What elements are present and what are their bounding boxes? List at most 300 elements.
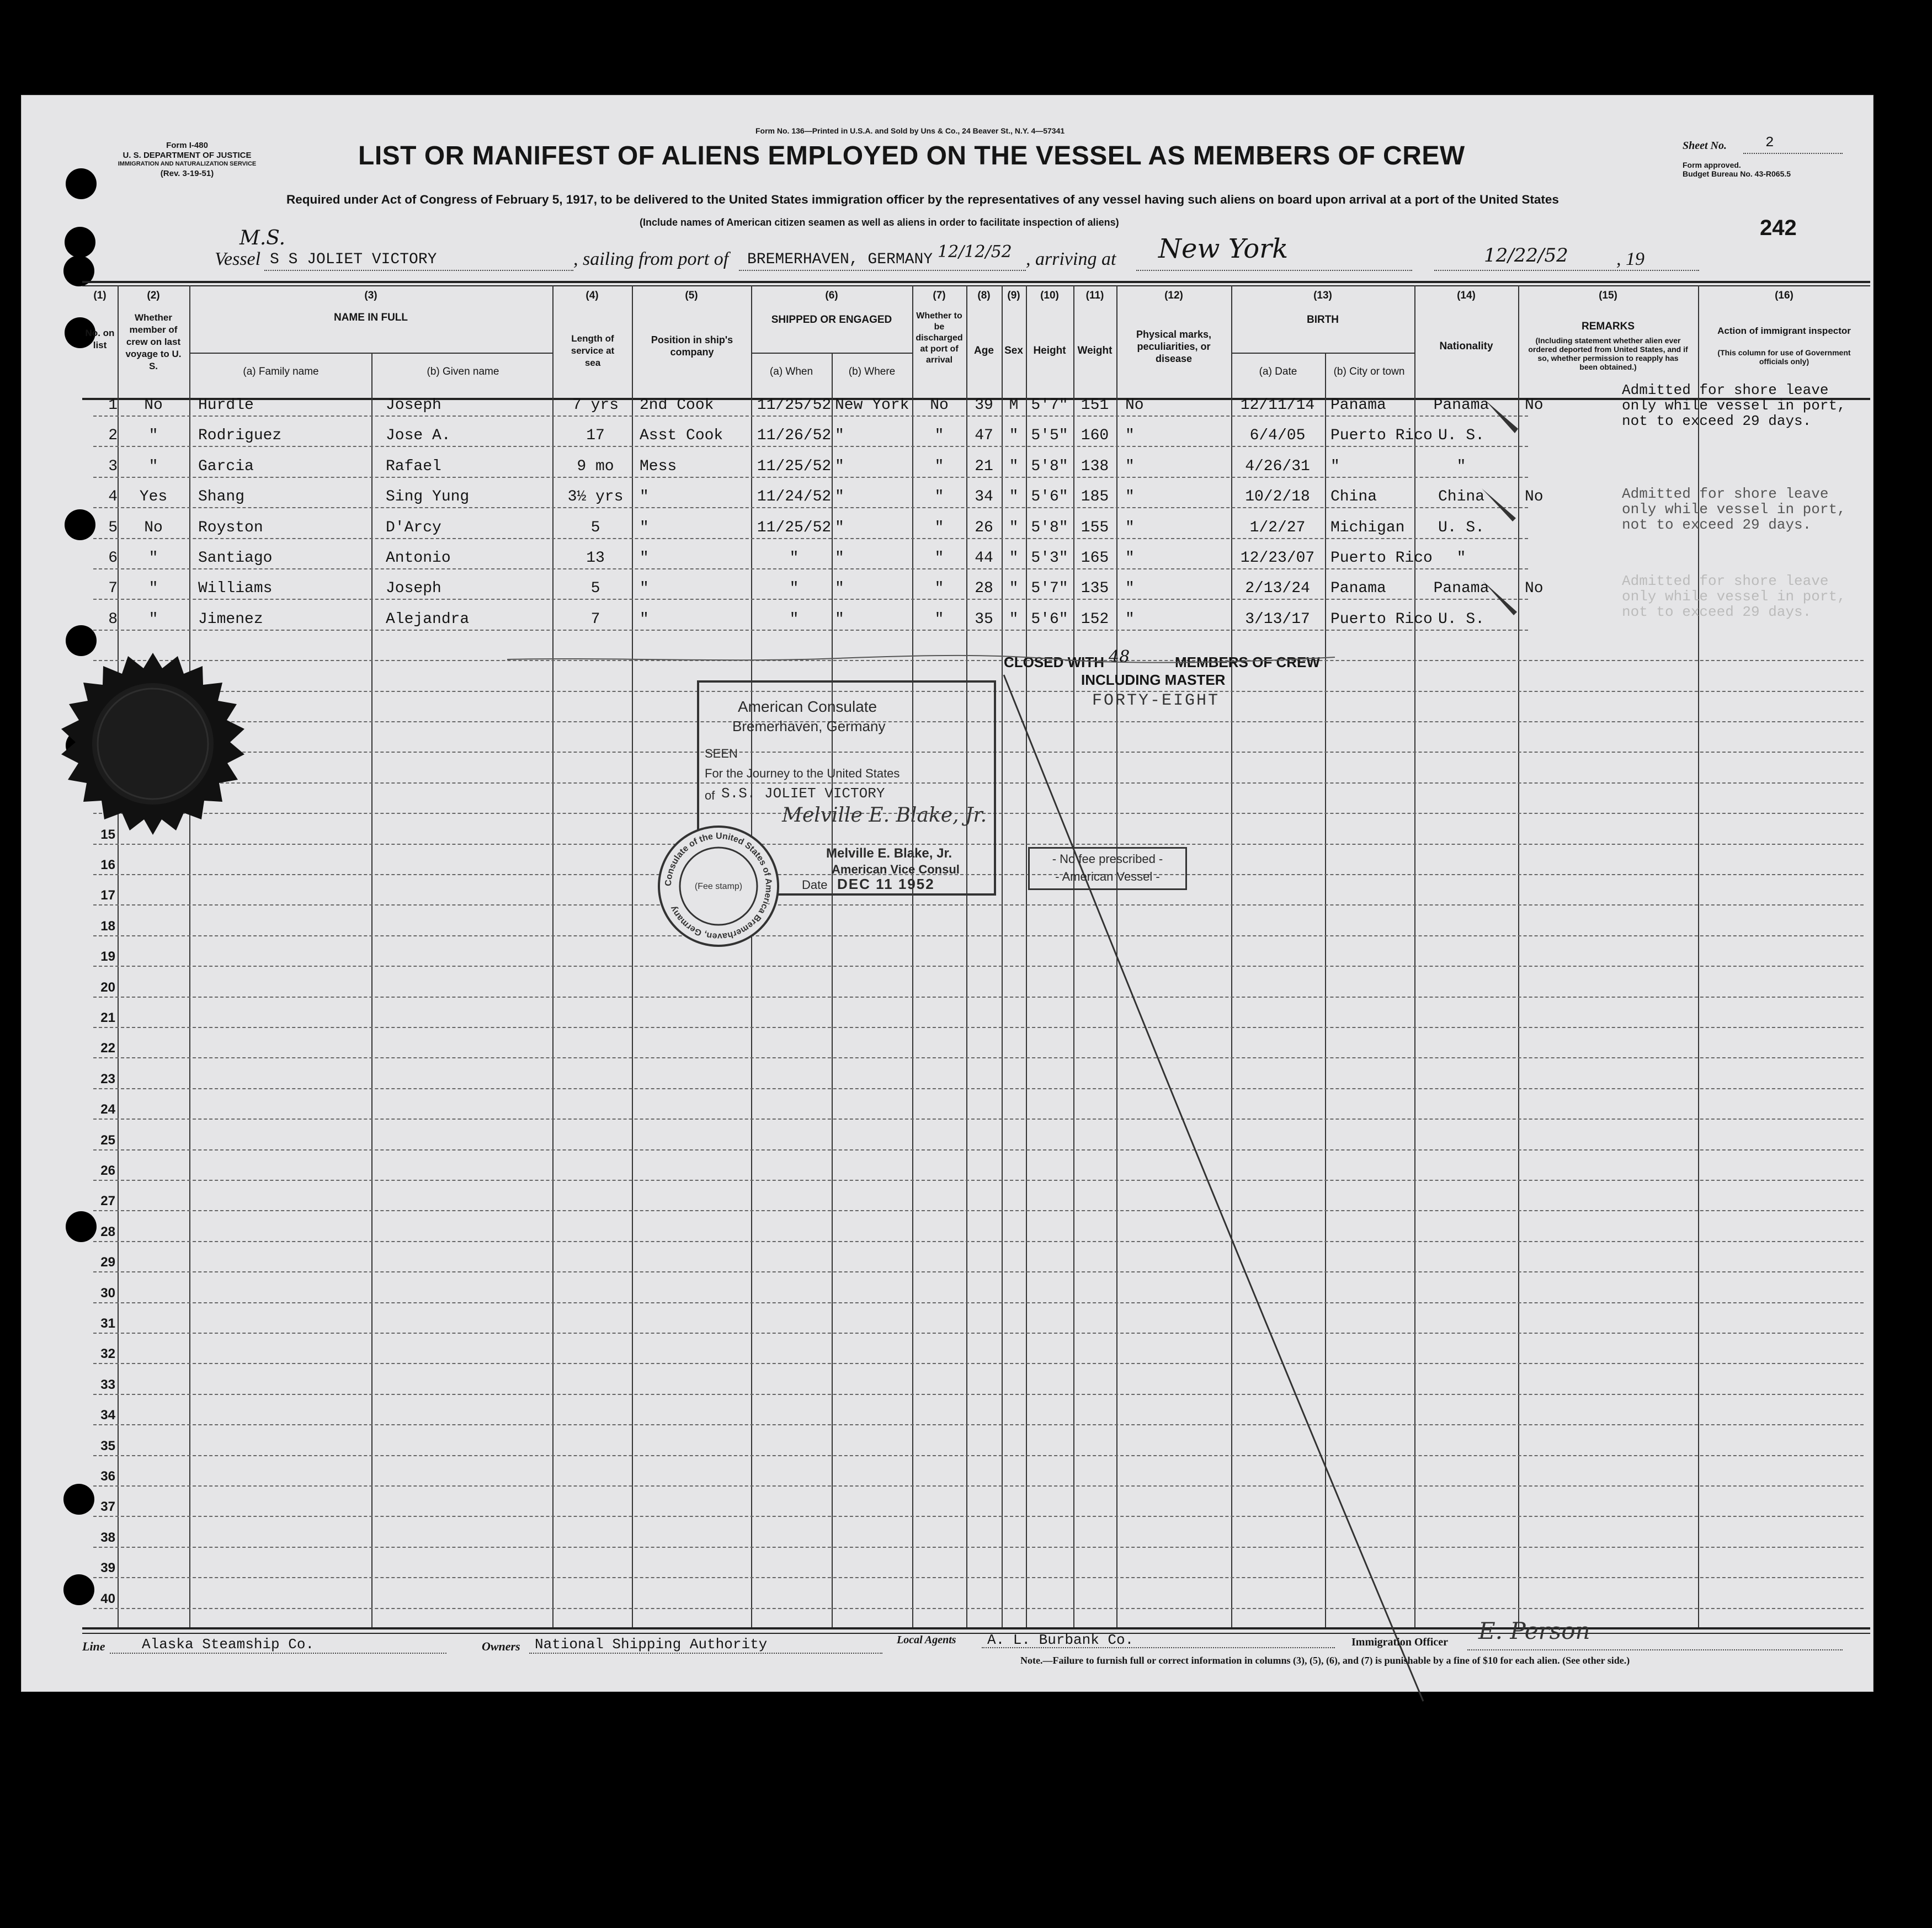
cell-bdate: 10/2/18 [1245,488,1310,506]
form-title: LIST OR MANIFEST OF ALIENS EMPLOYED ON THE VESSEL AS MEMBERS OF CREW [358,141,1465,171]
cell-service: 9 mo [577,457,614,475]
row-rule [93,1333,1864,1334]
row-number: 19 [100,949,115,965]
row-number: 20 [100,979,115,995]
cell-where: " [835,427,844,445]
cell-age: 26 [975,519,993,536]
cell-family: Royston [198,519,263,536]
row-number: 27 [100,1194,115,1209]
row-rule [93,935,1864,936]
cell-service: 3½ yrs [567,488,624,506]
sailing-label: , sailing from port of [573,249,729,269]
cell-nationality: Panama [1433,580,1489,598]
cell-weight: 135 [1081,580,1109,598]
sheet-number: 2 [1765,134,1774,151]
cell-sex: " [1009,610,1019,628]
cell-where: " [835,580,844,598]
col-10-num: (10) [1040,290,1059,301]
row-number: 38 [100,1530,115,1545]
inspector-note-3: Admitted for shore leave only while vessel in port, not to exceed 29 days. [1622,573,1846,620]
row-rule [93,1210,1864,1211]
col-4-num: (4) [586,290,599,301]
row-number: 30 [100,1285,115,1301]
row-rule [93,1271,1864,1272]
cell-family: Shang [198,488,245,506]
closing-line-1a: CLOSED WITH [1004,654,1104,670]
cell-marks: No [1125,397,1144,414]
vessel-prefix: M.S. [239,227,286,249]
budget-bureau: Budget Bureau No. 43-R065.5 [1683,169,1791,178]
cell-where: New York [835,397,909,414]
col-6b-label: (b) Where [848,366,896,377]
sailing-date: 12/12/52 [938,242,1012,262]
row-number: 22 [100,1041,115,1056]
cell-marks: " [1125,427,1135,445]
inspector-note-2: Admitted for shore leave only while vessel in port, not to exceed 29 days. [1622,486,1846,533]
form-subtitle: Required under Act of Congress of February 5, 1917, to be delivered to the United States immigration officer by the representatives of any vessel having such aliens on board upon arrival at a port of the United States [286,193,1559,206]
row-rule [93,568,1528,569]
col-16-num: (16) [1775,290,1793,301]
punch-hole [66,625,97,656]
department: U. S. DEPARTMENT OF JUSTICE [123,151,252,160]
row-number: 23 [100,1071,115,1087]
cell-nationality: " [1456,550,1466,567]
row-rule [93,1455,1864,1456]
fee-line-2: - American Vessel - [1055,870,1160,883]
cell-position: Asst Cook [640,427,723,445]
fee-line-1: - No fee prescribed - [1052,852,1163,866]
closing-line-3: FORTY-EIGHT [1092,691,1220,710]
row-rule [93,1485,1864,1487]
row-rule [93,599,1528,600]
row-number: 24 [100,1102,115,1117]
footer-line-value: Alaska Steamship Co. [142,1636,315,1653]
col-13b-label: (b) City or town [1333,366,1405,377]
cell-family: Williams [198,580,273,598]
row-rule [93,1577,1864,1578]
cell-family: Garcia [198,457,254,475]
consul-date-label: Date [802,878,828,892]
cell-remarks: No [1525,397,1544,414]
col-13-label: BIRTH [1306,314,1339,326]
row-rule [93,538,1528,539]
cell-when: 11/25/52 [757,397,832,414]
cell-service: 17 [586,427,605,445]
cell-service: 7 yrs [572,397,619,414]
cell-marks: " [1125,580,1135,598]
row-rule [93,1363,1864,1364]
cell-sex: " [1009,550,1019,567]
cell-when: 11/25/52 [757,519,832,536]
row-rule [93,1302,1864,1303]
form-approved: Form approved. [1683,161,1741,169]
col-13-num: (13) [1313,290,1332,301]
row-rule [93,1149,1864,1151]
row-rule [93,416,1528,417]
cell-marks: " [1125,488,1135,506]
cell-where: " [835,550,844,567]
cell-discharge: " [934,610,944,628]
cell-prev: Yes [139,488,168,506]
col-15-label: REMARKS [1581,321,1635,332]
col-3a-label: (a) Family name [243,366,319,377]
cell-service: 7 [590,610,600,628]
arrival-date: 12/22/52 [1484,244,1568,267]
cell-no: 5 [108,519,118,536]
seal-center-text: (Fee stamp) [694,882,743,891]
footer-line-label: Line [82,1639,105,1653]
row-rule [93,1424,1864,1425]
seal-icon [54,653,252,851]
cell-bcity: Panama [1330,580,1386,598]
row-number: 29 [100,1255,115,1270]
cell-bcity: Panama [1330,397,1386,414]
cell-discharge: No [930,397,949,414]
immigration-officer-signature: E. Person [1478,1617,1590,1644]
consul-title: American Vice Consul [832,862,960,876]
cell-service: 5 [590,580,600,598]
cell-given: Rafael [386,457,441,475]
cell-bdate: 2/13/24 [1245,580,1310,598]
sailing-port: BREMERHAVEN, GERMANY [747,251,933,268]
row-number: 21 [100,1010,115,1025]
cell-bdate: 12/23/07 [1240,550,1315,567]
closing-squiggle [507,647,1335,669]
cell-height: 5'7" [1031,397,1068,414]
cell-given: Joseph [386,397,441,414]
col-2-num: (2) [147,290,160,301]
cell-age: 21 [975,457,993,475]
row-number: 37 [100,1499,115,1515]
row-number: 33 [100,1377,115,1392]
consulate-journey: For the Journey to the United States [705,766,900,780]
cell-marks: " [1125,610,1135,628]
row-number: 15 [100,827,115,842]
row-number: 39 [100,1560,115,1576]
consul-date: DEC 11 1952 [837,876,935,892]
fee-stamp [1028,847,1187,890]
cell-nationality: U. S. [1438,427,1484,445]
consulate-of: of [705,789,715,802]
cell-nationality: U. S. [1438,519,1484,536]
row-rule [93,1547,1864,1548]
footer-owners-label: Owners [482,1639,520,1653]
cell-position: " [640,550,649,567]
arriving-label: , arriving at [1026,249,1116,269]
row-number: 36 [100,1469,115,1484]
col-14-label: Nationality [1439,340,1493,352]
cell-given: D'Arcy [386,519,441,536]
page-number: 242 [1760,216,1797,240]
consulate-seal-icon [655,823,782,950]
cell-when: 11/25/52 [757,457,832,475]
row-number: 34 [100,1408,115,1423]
cell-age: 47 [975,427,993,445]
cell-age: 44 [975,550,993,567]
cell-nationality: " [1456,457,1466,475]
cell-family: Rodriguez [198,427,282,445]
cell-bcity: Puerto Rico [1330,427,1433,445]
cell-family: Hurdle [198,397,254,414]
cell-weight: 160 [1081,427,1109,445]
row-rule [93,507,1528,508]
cell-age: 28 [975,580,993,598]
cell-no: 8 [108,610,118,628]
cell-weight: 155 [1081,519,1109,536]
manifest-sheet [21,95,1874,1692]
cell-sex: " [1009,427,1019,445]
cell-no: 6 [108,550,118,567]
row-number: 26 [100,1163,115,1178]
col-7-label: Whether to be discharged at port of arrival [916,311,963,365]
printer-line: Form No. 136—Printed in U.S.A. and Sold by Uns & Co., 24 Beaver St., N.Y. 4—57341 [755,126,1065,135]
punch-hole [66,168,97,199]
cell-prev: " [148,580,158,598]
cell-weight: 165 [1081,550,1109,567]
cell-nationality: U. S. [1438,610,1484,628]
cell-height: 5'3" [1031,550,1068,567]
cell-weight: 138 [1081,457,1109,475]
col-15-num: (15) [1599,290,1617,301]
consulate-line-1: American Consulate [738,698,877,715]
cell-bcity: Michigan [1330,519,1405,536]
row-rule [93,1241,1864,1242]
col-11-num: (11) [1085,290,1104,301]
footer-owners-value: National Shipping Authority [535,1636,768,1653]
cell-sex: " [1009,519,1019,536]
row-number: 40 [100,1591,115,1606]
sheet-label: Sheet No. [1683,140,1727,152]
cell-sex: M [1009,397,1019,414]
col-6a-label: (a) When [769,366,813,377]
col-3b-label: (b) Given name [427,366,499,377]
footer-officer-label: Immigration Officer [1351,1636,1448,1648]
consul-signature: Melville E. Blake, Jr. [782,804,987,827]
cell-marks: " [1125,457,1135,475]
col-12-label: Physical marks, peculiarities, or disease [1136,329,1212,364]
row-number: 18 [100,918,115,934]
cell-prev: No [144,397,163,414]
row-rule [93,1088,1864,1089]
row-rule [93,1027,1864,1028]
consulate-vessel: S.S. JOLIET VICTORY [721,785,885,802]
cell-discharge: " [934,550,944,567]
col-13a-label: (a) Date [1259,366,1297,377]
col-4-label: Length of service at sea [571,333,615,368]
footer-agents-label: Local Agents [897,1634,956,1646]
row-number: 25 [100,1132,115,1148]
cell-height: 5'8" [1031,457,1068,475]
cell-when: " [789,550,799,567]
cell-no: 4 [108,488,118,506]
cell-sex: " [1009,580,1019,598]
cell-no: 2 [108,427,118,445]
col-14-num: (14) [1457,290,1476,301]
closing-line-1b: MEMBERS OF CREW [1175,654,1320,670]
cell-given: Joseph [386,580,441,598]
cell-bdate: 12/11/14 [1240,397,1315,414]
year-label: , 19 [1616,249,1644,269]
cell-age: 35 [975,610,993,628]
cell-sex: " [1009,457,1019,475]
col-9-num: (9) [1007,290,1020,301]
vessel-name: S S JOLIET VICTORY [270,251,437,268]
row-rule [93,446,1528,447]
cell-bdate: 4/26/31 [1245,457,1310,475]
cell-bcity: " [1330,457,1340,475]
col-10-label: Height [1033,345,1066,356]
col-5-num: (5) [685,290,698,301]
row-rule [93,1180,1864,1181]
cell-family: Jimenez [198,610,263,628]
cell-bcity: Puerto Rico [1330,550,1433,567]
col-15-note: (Including statement whether alien ever ordered deported from United States, and if so, whether permission to reapply has been obtained.) [1528,336,1688,371]
cell-when: 11/24/52 [757,488,832,506]
col-1-label: No. on list [85,328,115,350]
cell-height: 5'6" [1031,488,1068,506]
cell-where: " [835,488,844,506]
cell-prev: " [148,427,158,445]
cell-bdate: 1/2/27 [1249,519,1306,536]
cell-given: Sing Yung [386,488,470,506]
col-8-label: Age [974,345,994,356]
cell-family: Santiago [198,550,273,567]
seal-ring-text: Consulate of the United States of America Bremerhaven, Germany [663,831,774,941]
row-number: 35 [100,1438,115,1453]
cell-bcity: Puerto Rico [1330,610,1433,628]
row-rule [93,1608,1864,1609]
row-rule [93,997,1864,998]
cell-bcity: China [1330,488,1377,506]
diagonal-strike [1004,675,1423,1701]
cell-age: 39 [975,397,993,414]
row-rule [93,1394,1864,1395]
row-number: 31 [100,1316,115,1331]
cell-where: " [835,457,844,475]
arrival-port: New York [1158,233,1289,264]
consul-name: Melville E. Blake, Jr. [826,846,952,861]
row-rule [93,966,1864,967]
closing-line-2: INCLUDING MASTER [1081,672,1226,688]
cell-weight: 185 [1081,488,1109,506]
cell-no: 1 [108,397,118,414]
cell-given: Alejandra [386,610,470,628]
cell-remarks: No [1525,580,1544,598]
cell-height: 5'7" [1031,580,1068,598]
cell-service: 5 [590,519,600,536]
footer-note: Note.—Failure to furnish full or correct information in columns (3), (5), (6), and (7) is punishable by a fine of $10 for each alien. (See other side.) [1020,1655,1630,1666]
row-number: 28 [100,1224,115,1239]
cell-where: " [835,519,844,536]
cell-position: Mess [640,457,677,475]
cell-bdate: 6/4/05 [1249,427,1306,445]
row-number: 16 [100,858,115,872]
col-6-label: SHIPPED OR ENGAGED [771,314,892,326]
cell-when: " [789,610,799,628]
cell-when: 11/26/52 [757,427,832,445]
cell-prev: " [148,610,158,628]
row-number: 32 [100,1346,115,1362]
cell-height: 5'8" [1031,519,1068,536]
consulate-seen: SEEN [705,747,738,760]
form-id: Form I-480 [166,141,208,150]
col-1-num: (1) [93,290,107,301]
cell-position: " [640,610,649,628]
vessel-label: Vessel [215,249,261,269]
service: IMMIGRATION AND NATURALIZATION SERVICE [118,161,257,167]
col-9-label: Sex [1004,345,1023,356]
cell-weight: 151 [1081,397,1109,414]
footer-agents-value: A. L. Burbank Co. [987,1632,1134,1648]
cell-height: 5'6" [1031,610,1068,628]
cell-age: 34 [975,488,993,506]
row-rule [93,904,1864,906]
cell-where: " [835,610,844,628]
row-number: 17 [100,888,115,903]
cell-nationality: China [1438,488,1484,506]
closing-count: 48 [1109,647,1130,667]
row-rule [93,1119,1864,1120]
cell-prev: " [148,457,158,475]
col-3-label: NAME IN FULL [333,312,408,323]
cell-remarks: No [1525,488,1544,506]
col-12-num: (12) [1164,290,1183,301]
cell-given: Antonio [386,550,451,567]
cell-discharge: " [934,519,944,536]
col-5-label: Position in ship's company [651,334,733,358]
cell-sex: " [1009,488,1019,506]
cell-position: 2nd Cook [640,397,714,414]
cell-position: " [640,488,649,506]
col-8-num: (8) [977,290,991,301]
cell-position: " [640,519,649,536]
cell-discharge: " [934,488,944,506]
cell-prev: " [148,550,158,567]
col-11-label: Weight [1077,345,1113,356]
cell-prev: No [144,519,163,536]
col-7-num: (7) [933,290,946,301]
cell-marks: " [1125,519,1135,536]
row-rule [93,477,1528,478]
cell-weight: 152 [1081,610,1109,628]
cell-given: Jose A. [386,427,451,445]
cell-discharge: " [934,580,944,598]
cell-bdate: 3/13/17 [1245,610,1310,628]
col-2-label: Whether member of crew on last voyage to U. S. [125,312,182,371]
cell-service: 13 [586,550,605,567]
col-16-note: (This column for use of Government officials only) [1717,348,1851,366]
row-rule [93,1057,1864,1058]
revision: (Rev. 3-19-51) [160,169,214,178]
cell-no: 7 [108,580,118,598]
inspector-note-1: Admitted for shore leave only while vessel in port, not to exceed 29 days. [1622,382,1846,429]
cell-when: " [789,580,799,598]
consulate-line-2: Bremerhaven, Germany [732,718,886,734]
row-rule [93,630,1528,631]
col-6-num: (6) [825,290,838,301]
cell-position: " [640,580,649,598]
cell-marks: " [1125,550,1135,567]
form-subtitle-2: (Include names of American citizen seamen as well as aliens in order to facilitate inspection of aliens) [640,217,1119,228]
col-16-label: Action of immigrant inspector [1717,326,1851,336]
cell-discharge: " [934,427,944,445]
cell-no: 3 [108,457,118,475]
cell-nationality: Panama [1433,397,1489,414]
cell-discharge: " [934,457,944,475]
col-3-num: (3) [364,290,377,301]
punch-hole [65,227,95,258]
row-rule [93,1516,1864,1517]
